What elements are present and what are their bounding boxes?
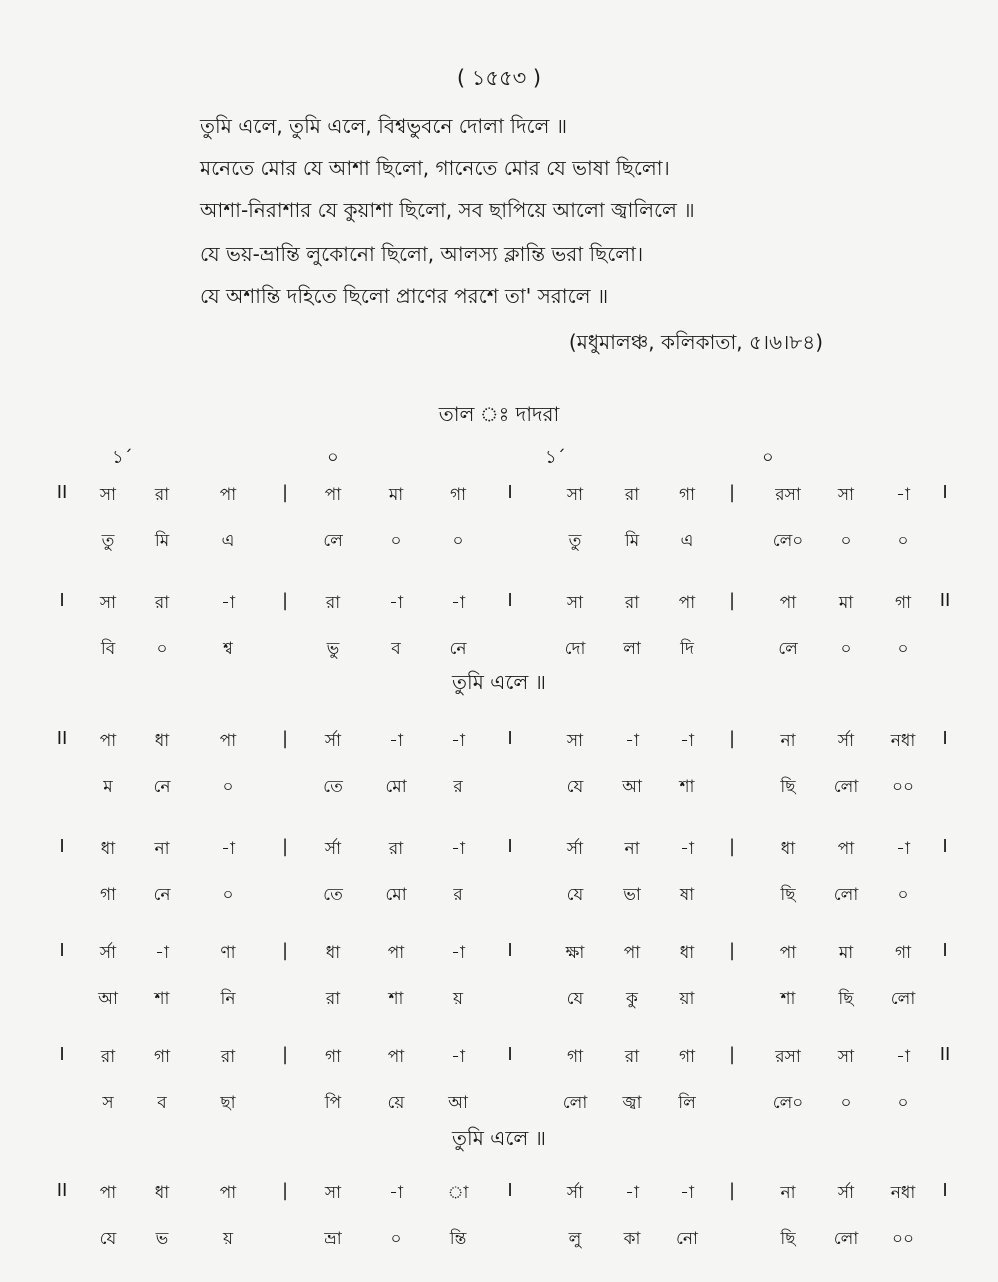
- bar-line-end: I: [942, 836, 948, 857]
- beat-separator: I: [507, 482, 513, 503]
- bol-syllable: লো: [833, 777, 859, 797]
- bol-syllable: নে: [153, 777, 171, 797]
- swara-note: ধা: [325, 943, 341, 963]
- beat-separator: I: [507, 590, 513, 611]
- bol-syllable: ০: [390, 531, 402, 551]
- bol-syllable: লে০: [772, 1093, 804, 1113]
- bar-line-end: I: [942, 728, 948, 749]
- beat-separator: |: [728, 590, 736, 611]
- swara-note: -া: [896, 485, 910, 505]
- bol-syllable: ০: [897, 885, 909, 905]
- bol-syllable: নে: [449, 639, 467, 659]
- bol-syllable: মো: [385, 885, 407, 905]
- bol-syllable: ০: [840, 639, 852, 659]
- bol-syllable: স: [102, 1093, 114, 1113]
- swara-note: মা: [388, 485, 404, 505]
- refrain-line: তুমি এলে ॥: [451, 670, 546, 694]
- swara-note: সা: [566, 731, 584, 751]
- beat-separator: |: [728, 1180, 736, 1201]
- beat-separator: |: [728, 836, 736, 857]
- bol-syllable: য়ে: [387, 1093, 405, 1113]
- bar-line-end: I: [942, 482, 948, 503]
- swara-note: া: [447, 1183, 469, 1203]
- swara-note: ণা: [220, 943, 236, 963]
- swara-note: -া: [625, 731, 639, 751]
- swara-note: গা: [894, 943, 912, 963]
- bar-line-start: I: [59, 940, 65, 961]
- beat-separator: I: [507, 940, 513, 961]
- bol-syllable: ০: [897, 1093, 909, 1113]
- bol-syllable: নো: [676, 1229, 698, 1249]
- swara-note: -া: [155, 943, 169, 963]
- bol-syllable: যে: [99, 1229, 117, 1249]
- bol-syllable: ০: [897, 639, 909, 659]
- bol-syllable: শা: [780, 989, 796, 1009]
- swara-note: সা: [837, 1047, 855, 1067]
- swara-note: -া: [221, 839, 235, 859]
- bar-line-start: II: [56, 728, 68, 749]
- swara-note: গা: [449, 485, 467, 505]
- bol-syllable: লি: [678, 1093, 696, 1113]
- swara-note: পা: [219, 731, 237, 751]
- swara-note: -া: [625, 1183, 639, 1203]
- beat-separator: |: [281, 940, 289, 961]
- swara-note: -া: [680, 1183, 694, 1203]
- swara-note: পা: [219, 485, 237, 505]
- beat-separator: |: [281, 1044, 289, 1065]
- bol-syllable: লে: [778, 639, 798, 659]
- swara-note: -া: [680, 839, 694, 859]
- swara-note: গা: [153, 1047, 171, 1067]
- bol-syllable: ষা: [679, 885, 695, 905]
- swara-note: রা: [388, 839, 404, 859]
- beat-mark: ০: [762, 447, 774, 468]
- swara-note: রা: [624, 485, 640, 505]
- swara-note: -া: [680, 731, 694, 751]
- bol-syllable: তু: [101, 531, 115, 551]
- bol-syllable: বি: [100, 639, 116, 659]
- bol-syllable: নে: [153, 885, 171, 905]
- beat-separator: |: [281, 728, 289, 749]
- source-citation: (মধুমালঞ্চ, কলিকাতা, ৫।৬।৮৪): [568, 330, 823, 354]
- swara-note: পা: [779, 593, 797, 613]
- bol-syllable: লা: [623, 639, 641, 659]
- refrain-line: তুমি এলে ॥: [451, 1126, 546, 1150]
- beat-separator: |: [281, 482, 289, 503]
- bol-syllable: তে: [323, 777, 343, 797]
- bol-syllable: ০: [156, 639, 168, 659]
- swara-note: নধা: [890, 1183, 916, 1203]
- swara-note: গা: [566, 1047, 584, 1067]
- lyric-line: আশা-নিরাশার যে কুয়াশা ছিলো, সব ছাপিয়ে আলো জ্বালিলে ॥: [200, 198, 695, 222]
- swara-note: মা: [838, 593, 854, 613]
- bol-syllable: লে: [323, 531, 343, 551]
- swara-note: না: [780, 1183, 796, 1203]
- bol-syllable: ০: [452, 531, 464, 551]
- bol-syllable: ০: [390, 1229, 402, 1249]
- bar-line-end: I: [942, 940, 948, 961]
- bol-syllable: ছি: [838, 989, 854, 1009]
- bol-syllable: ভা: [623, 885, 641, 905]
- bol-syllable: এ: [680, 531, 694, 551]
- beat-separator: |: [281, 590, 289, 611]
- bol-syllable: র: [453, 885, 463, 905]
- beat-separator: I: [507, 1044, 513, 1065]
- bol-syllable: গা: [99, 885, 117, 905]
- swara-note: ক্ষা: [565, 943, 585, 963]
- swara-note: গা: [894, 593, 912, 613]
- bol-syllable: ০০: [891, 777, 915, 797]
- swara-note: ধা: [100, 839, 116, 859]
- bol-syllable: আ: [622, 777, 642, 797]
- bar-line-end: I: [942, 1180, 948, 1201]
- bol-syllable: মি: [154, 531, 170, 551]
- bol-syllable: আ: [448, 1093, 468, 1113]
- swara-note: রা: [100, 1047, 116, 1067]
- swara-note: গা: [678, 1047, 696, 1067]
- swara-note: রসা: [775, 485, 801, 505]
- bol-syllable: মি: [624, 531, 640, 551]
- bol-syllable: ব: [391, 639, 401, 659]
- bol-syllable: লো: [833, 1229, 859, 1249]
- swara-note: র্সা: [99, 943, 117, 963]
- swara-note: -া: [221, 593, 235, 613]
- bol-syllable: ছি: [780, 1229, 796, 1249]
- swara-note: -া: [896, 1047, 910, 1067]
- swara-note: না: [780, 731, 796, 751]
- swara-note: সা: [566, 485, 584, 505]
- bol-syllable: ০: [840, 1093, 852, 1113]
- bol-syllable: ম: [103, 777, 113, 797]
- bol-syllable: আ: [98, 989, 118, 1009]
- beat-mark: ১´: [545, 447, 566, 468]
- swara-note: পা: [623, 943, 641, 963]
- bol-syllable: জ্বা: [622, 1093, 642, 1113]
- bol-syllable: ভু: [326, 639, 340, 659]
- beat-separator: I: [507, 1180, 513, 1201]
- swara-note: ধা: [679, 943, 695, 963]
- bol-syllable: ০: [897, 531, 909, 551]
- lyric-line: যে অশান্তি দহিতে ছিলো প্রাণের পরশে তা' সরালে ॥: [200, 284, 609, 308]
- bol-syllable: কু: [626, 989, 638, 1009]
- swara-note: রা: [154, 593, 170, 613]
- swara-note: ধা: [154, 731, 170, 751]
- swara-note: পা: [324, 485, 342, 505]
- bol-syllable: ০০: [891, 1229, 915, 1249]
- bar-line-start: I: [59, 836, 65, 857]
- swara-note: গা: [324, 1047, 342, 1067]
- beat-separator: |: [728, 482, 736, 503]
- taal-heading: তাল ঃ দাদরা: [438, 402, 560, 426]
- swara-note: পা: [837, 839, 855, 859]
- bol-syllable: য়: [452, 989, 463, 1009]
- bar-line-start: II: [56, 482, 68, 503]
- swara-note: গা: [678, 485, 696, 505]
- bol-syllable: ছি: [780, 885, 796, 905]
- bol-syllable: দি: [680, 639, 694, 659]
- bol-syllable: লো: [833, 885, 859, 905]
- swara-note: পা: [387, 943, 405, 963]
- bar-line-end: II: [939, 1044, 951, 1065]
- swara-note: রা: [624, 1047, 640, 1067]
- swara-note: র্সা: [324, 731, 342, 751]
- bol-syllable: ব: [157, 1093, 167, 1113]
- swara-note: পা: [387, 1047, 405, 1067]
- swara-note: সা: [566, 593, 584, 613]
- beat-separator: |: [728, 940, 736, 961]
- swara-note: -া: [389, 593, 403, 613]
- bol-syllable: ভ্রা: [324, 1229, 342, 1249]
- bol-syllable: শা: [154, 989, 170, 1009]
- bol-syllable: পি: [324, 1093, 342, 1113]
- swara-note: -া: [451, 943, 465, 963]
- bol-syllable: লো: [562, 1093, 588, 1113]
- swara-note: র্সা: [566, 839, 584, 859]
- bar-line-start: I: [59, 590, 65, 611]
- bol-syllable: র: [453, 777, 463, 797]
- swara-note: পা: [678, 593, 696, 613]
- swara-note: সা: [837, 485, 855, 505]
- swara-note: -া: [389, 731, 403, 751]
- bol-syllable: তু: [568, 531, 582, 551]
- swara-note: না: [154, 839, 170, 859]
- beat-separator: |: [728, 1044, 736, 1065]
- bol-syllable: ভ: [155, 1229, 169, 1249]
- swara-note: র্সা: [566, 1183, 584, 1203]
- beat-mark: ১´: [112, 447, 133, 468]
- bol-syllable: ০: [222, 885, 234, 905]
- bol-syllable: মো: [385, 777, 407, 797]
- swara-note: নধা: [890, 731, 916, 751]
- bol-syllable: ০: [840, 531, 852, 551]
- bar-line-end: II: [939, 590, 951, 611]
- bol-syllable: এ: [221, 531, 235, 551]
- swara-note: পা: [99, 1183, 117, 1203]
- swara-note: র্সা: [324, 839, 342, 859]
- bol-syllable: যে: [566, 989, 584, 1009]
- swara-note: সা: [324, 1183, 342, 1203]
- bol-syllable: ছা: [220, 1093, 236, 1113]
- bol-syllable: লো: [890, 989, 916, 1009]
- lyric-line: যে ভয়-ভ্রান্তি লুকোনো ছিলো, আলস্য ক্লান্তি ভরা ছিলো।: [200, 242, 644, 266]
- swara-note: রা: [624, 593, 640, 613]
- swara-note: রা: [220, 1047, 236, 1067]
- bol-syllable: যে: [566, 777, 584, 797]
- swara-note: পা: [99, 731, 117, 751]
- swara-note: রা: [154, 485, 170, 505]
- swara-note: সা: [99, 485, 117, 505]
- bol-syllable: লে০: [772, 531, 804, 551]
- page-number: ( ১৫৫৩ ): [456, 66, 542, 90]
- swara-note: রা: [325, 593, 341, 613]
- bar-line-start: II: [56, 1180, 68, 1201]
- swara-note: -া: [451, 593, 465, 613]
- swara-note: পা: [219, 1183, 237, 1203]
- beat-separator: |: [281, 836, 289, 857]
- beat-separator: |: [281, 1180, 289, 1201]
- beat-separator: I: [507, 836, 513, 857]
- bol-syllable: যে: [566, 885, 584, 905]
- swara-note: র্সা: [837, 1183, 855, 1203]
- swara-note: -া: [451, 839, 465, 859]
- bar-line-start: I: [59, 1044, 65, 1065]
- lyric-line: মনেতে মোর যে আশা ছিলো, গানেতে মোর যে ভাষা ছিলো।: [200, 156, 670, 180]
- swara-note: রসা: [775, 1047, 801, 1067]
- beat-separator: I: [507, 728, 513, 749]
- bol-syllable: শ্ব: [223, 639, 233, 659]
- bol-syllable: য়া: [679, 989, 695, 1009]
- swara-note: মা: [838, 943, 854, 963]
- lyric-line: তুমি এলে, তুমি এলে, বিশ্বভুবনে দোলা দিলে ॥: [200, 114, 568, 138]
- swara-note: ধা: [780, 839, 796, 859]
- swara-note: পা: [779, 943, 797, 963]
- beat-mark: ০: [327, 447, 339, 468]
- bol-syllable: শা: [388, 989, 404, 1009]
- bol-syllable: রা: [325, 989, 341, 1009]
- swara-note: -া: [451, 731, 465, 751]
- bol-syllable: ০: [222, 777, 234, 797]
- bol-syllable: য়: [222, 1229, 233, 1249]
- swara-note: -া: [896, 839, 910, 859]
- bol-syllable: তে: [323, 885, 343, 905]
- bol-syllable: ন্তি: [449, 1229, 467, 1249]
- bol-syllable: ছি: [780, 777, 796, 797]
- swara-note: র্সা: [837, 731, 855, 751]
- swara-note: -া: [451, 1047, 465, 1067]
- swara-note: না: [624, 839, 640, 859]
- beat-separator: |: [728, 728, 736, 749]
- bol-syllable: শা: [679, 777, 695, 797]
- bol-syllable: কা: [623, 1229, 641, 1249]
- bol-syllable: লু: [568, 1229, 582, 1249]
- swara-note: ধা: [154, 1183, 170, 1203]
- bol-syllable: দো: [564, 639, 586, 659]
- swara-note: -া: [389, 1183, 403, 1203]
- swara-note: সা: [99, 593, 117, 613]
- bol-syllable: নি: [220, 989, 236, 1009]
